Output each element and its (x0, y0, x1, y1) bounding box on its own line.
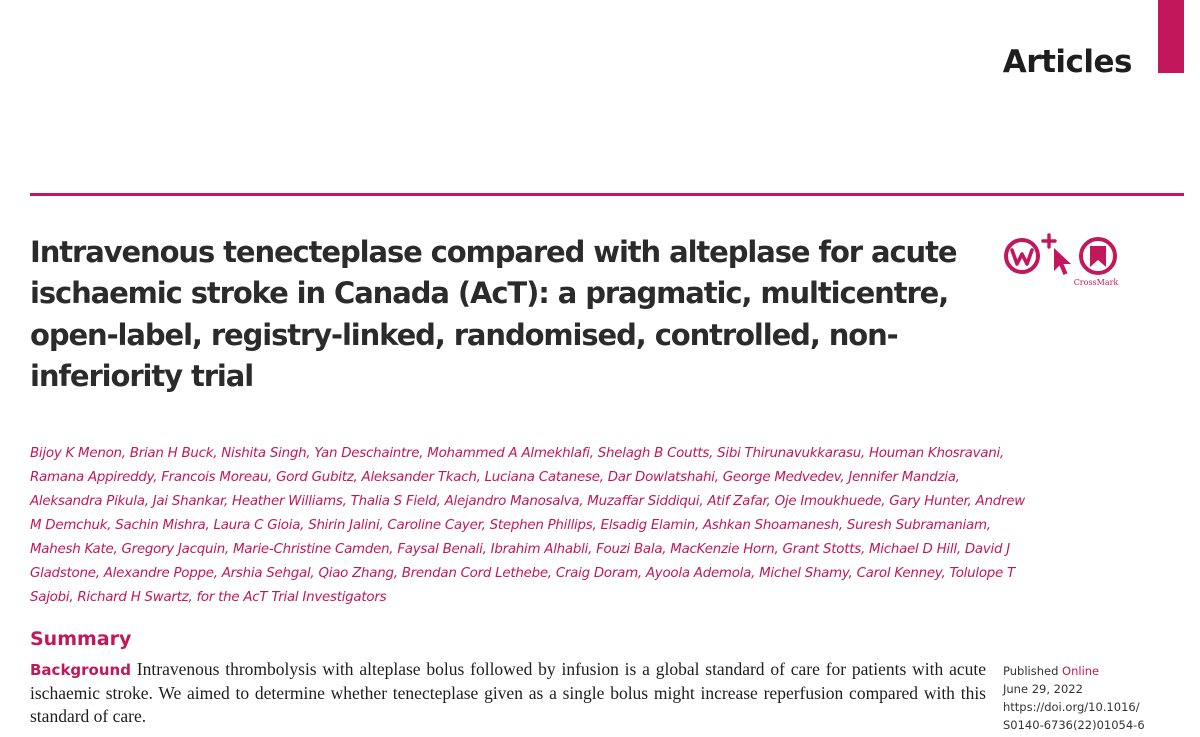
crossmark-label: CrossMark (1073, 278, 1119, 287)
section-label: Articles (1002, 44, 1132, 80)
altmetric-icon[interactable] (1002, 236, 1042, 276)
corner-accent-tab (1158, 0, 1184, 73)
publication-date: June 29, 2022 (1003, 682, 1083, 696)
background-paragraph (30, 658, 986, 728)
doi-link-line1[interactable]: https://doi.org/10.1016/ (1003, 700, 1140, 714)
online-label: Online (1062, 664, 1100, 678)
article-title: Intravenous tenecteplase compared with alteplase for acute ischaemic stroke in Canada (AcT): a pragmatic, multicentre, open-label, registry-linked, randomised, controlled, non-inferiority trial (30, 235, 957, 394)
background-label: Background (30, 661, 131, 679)
header-rule (30, 193, 1184, 196)
doi-link-line2[interactable]: S0140-6736(22)01054-6 (1003, 718, 1145, 732)
crossmark-icon[interactable] (1078, 236, 1118, 276)
summary-heading: Summary (30, 628, 132, 650)
published-label: Published (1003, 664, 1059, 678)
published-line (1003, 662, 1183, 680)
cursor-plus-icon[interactable] (1040, 232, 1074, 278)
publication-info (1003, 662, 1183, 734)
author-list: Bijoy K Menon, Brian H Buck, Nishita Singh, Yan Deschaintre, Mohammed A Almekhlafi, Shelagh B Coutts, Sibi Thirunavukkarasu, Houman Khosravani, Ramana Appireddy, Francois Moreau, Gord Gubitz, Aleksander Tkach, Luciana Catanese, Dar Dowlatshahi, George Medvedev, Jennifer Mandzia, Aleksandra Pikula, Jai Shankar, Heather Williams, Thalia S Field, Alejandro Manosalva, Muzaffar Siddiqui, Atif Zafar, Oje Imoukhuede, Gary Hunter, Andrew M Demchuk, Sachin Mishra, Laura C Gioia, Shirin Jalini, Caroline Cayer, Stephen Phillips, Elsadig Elamin, Ashkan Shoamanesh, Suresh Subramaniam, Mahesh Kate, Gregory Jacquin, Marie-Christine Camden, Faysal Benali, Ibrahim Alhabli, Fouzi Bala, MacKenzie Horn, Grant Stotts, Michael D Hill, David J Gladstone, Alexandre Poppe, Arshia Sehgal, Qiao Zhang, Brendan Cord Lethebe, Craig Doram, Ayoola Ademola, Michel Shamy, Carol Kenney, Tolulope T Sajobi, Richard H Swartz, for the AcT Trial Investigators (30, 446, 1025, 605)
background-text: Intravenous thrombolysis with alteplase bolus followed by infusion is a global standard of care for patients with acute ischaemic stroke. We aimed to determine whether tenecteplase given as a single bolus might increase reperfusion compared with this standard of care. (30, 659, 987, 726)
